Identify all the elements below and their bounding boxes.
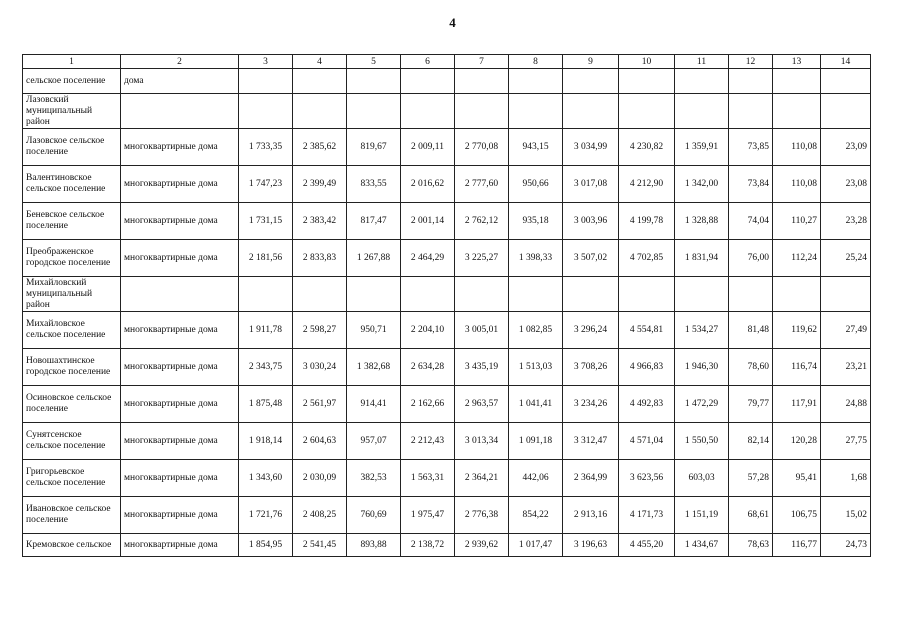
- settlement-name-cell: Валентиновское сельское поселение: [23, 166, 121, 203]
- page-number: 4: [449, 15, 456, 30]
- value-cell: [619, 94, 675, 129]
- value-cell: 1 328,88: [675, 203, 729, 240]
- value-cell: 4 571,04: [619, 423, 675, 460]
- value-cell: [729, 277, 773, 312]
- value-cell: 4 171,73: [619, 497, 675, 534]
- housing-type-cell: многоквартирные дома: [121, 240, 239, 277]
- value-cell: [773, 277, 821, 312]
- value-cell: 2 016,62: [401, 166, 455, 203]
- value-cell: 1 017,47: [509, 534, 563, 557]
- value-cell: [455, 69, 509, 94]
- settlement-name-cell: Михайловское сельское поселение: [23, 312, 121, 349]
- value-cell: 4 702,85: [619, 240, 675, 277]
- value-cell: [347, 94, 401, 129]
- value-cell: 24,88: [821, 386, 871, 423]
- housing-type-cell: [121, 94, 239, 129]
- value-cell: 2 561,97: [293, 386, 347, 423]
- value-cell: 3 196,63: [563, 534, 619, 557]
- value-cell: 1 946,30: [675, 349, 729, 386]
- value-cell: 120,28: [773, 423, 821, 460]
- value-cell: 1 151,19: [675, 497, 729, 534]
- housing-type-cell: многоквартирные дома: [121, 203, 239, 240]
- column-header: 4: [293, 55, 347, 69]
- value-cell: 4 230,82: [619, 129, 675, 166]
- settlement-name-cell: Ивановское сельское поселение: [23, 497, 121, 534]
- value-cell: 854,22: [509, 497, 563, 534]
- value-cell: 27,75: [821, 423, 871, 460]
- settlement-name-cell: Кремовское сельское: [23, 534, 121, 557]
- value-cell: [293, 277, 347, 312]
- value-cell: [729, 94, 773, 129]
- value-cell: 4 966,83: [619, 349, 675, 386]
- value-cell: [821, 277, 871, 312]
- value-cell: 2 762,12: [455, 203, 509, 240]
- value-cell: 79,77: [729, 386, 773, 423]
- value-cell: 23,28: [821, 203, 871, 240]
- value-cell: 1 091,18: [509, 423, 563, 460]
- value-cell: 1 534,27: [675, 312, 729, 349]
- value-cell: 3 017,08: [563, 166, 619, 203]
- value-cell: 1 550,50: [675, 423, 729, 460]
- value-cell: 1 975,47: [401, 497, 455, 534]
- value-cell: [239, 94, 293, 129]
- value-cell: 73,84: [729, 166, 773, 203]
- value-cell: 3 225,27: [455, 240, 509, 277]
- value-cell: 2 939,62: [455, 534, 509, 557]
- table-row: [23, 460, 871, 497]
- value-cell: 106,75: [773, 497, 821, 534]
- value-cell: 3 708,26: [563, 349, 619, 386]
- table-row: [23, 277, 871, 312]
- value-cell: 1,68: [821, 460, 871, 497]
- value-cell: 4 492,83: [619, 386, 675, 423]
- value-cell: 2 833,83: [293, 240, 347, 277]
- value-cell: 3 034,99: [563, 129, 619, 166]
- value-cell: 2 541,45: [293, 534, 347, 557]
- value-cell: 81,48: [729, 312, 773, 349]
- value-cell: 603,03: [675, 460, 729, 497]
- settlement-name-cell: Новошахтинское городское поселение: [23, 349, 121, 386]
- value-cell: [401, 69, 455, 94]
- value-cell: 1 267,88: [347, 240, 401, 277]
- value-cell: 2 364,21: [455, 460, 509, 497]
- value-cell: 3 234,26: [563, 386, 619, 423]
- value-cell: 893,88: [347, 534, 401, 557]
- table-row: [23, 349, 871, 386]
- value-cell: [619, 69, 675, 94]
- housing-type-cell: многоквартирные дома: [121, 497, 239, 534]
- value-cell: [773, 69, 821, 94]
- tariff-table: [22, 54, 871, 557]
- housing-type-cell: дома: [121, 69, 239, 94]
- value-cell: 1 721,76: [239, 497, 293, 534]
- value-cell: 3 507,02: [563, 240, 619, 277]
- value-cell: 1 398,33: [509, 240, 563, 277]
- housing-type-cell: [121, 277, 239, 312]
- table-row: [23, 240, 871, 277]
- value-cell: 3 030,24: [293, 349, 347, 386]
- value-cell: 15,02: [821, 497, 871, 534]
- column-header: 1: [23, 55, 121, 69]
- value-cell: 914,41: [347, 386, 401, 423]
- value-cell: 2 212,43: [401, 423, 455, 460]
- value-cell: 2 408,25: [293, 497, 347, 534]
- value-cell: 1 342,00: [675, 166, 729, 203]
- value-cell: 68,61: [729, 497, 773, 534]
- value-cell: 1 082,85: [509, 312, 563, 349]
- value-cell: 116,74: [773, 349, 821, 386]
- table-body: [23, 69, 871, 557]
- value-cell: 1 918,14: [239, 423, 293, 460]
- column-header: 14: [821, 55, 871, 69]
- value-cell: [455, 277, 509, 312]
- value-cell: 3 013,34: [455, 423, 509, 460]
- value-cell: 110,27: [773, 203, 821, 240]
- value-cell: 2 634,28: [401, 349, 455, 386]
- value-cell: 1 733,35: [239, 129, 293, 166]
- table-row: [23, 312, 871, 349]
- value-cell: 817,47: [347, 203, 401, 240]
- table-row: [23, 534, 871, 557]
- value-cell: 25,24: [821, 240, 871, 277]
- value-cell: 76,00: [729, 240, 773, 277]
- value-cell: 23,08: [821, 166, 871, 203]
- value-cell: 2 162,66: [401, 386, 455, 423]
- value-cell: 1 875,48: [239, 386, 293, 423]
- housing-type-cell: многоквартирные дома: [121, 534, 239, 557]
- column-header: 13: [773, 55, 821, 69]
- value-cell: 3 623,56: [619, 460, 675, 497]
- value-cell: [563, 94, 619, 129]
- value-cell: [729, 69, 773, 94]
- value-cell: 74,04: [729, 203, 773, 240]
- value-cell: 1 747,23: [239, 166, 293, 203]
- value-cell: 1 472,29: [675, 386, 729, 423]
- column-header: 10: [619, 55, 675, 69]
- value-cell: 4 212,90: [619, 166, 675, 203]
- value-cell: 82,14: [729, 423, 773, 460]
- value-cell: 2 181,56: [239, 240, 293, 277]
- value-cell: [821, 94, 871, 129]
- value-cell: 3 296,24: [563, 312, 619, 349]
- column-header: 9: [563, 55, 619, 69]
- settlement-name-cell: Беневское сельское поселение: [23, 203, 121, 240]
- value-cell: [675, 277, 729, 312]
- value-cell: 2 770,08: [455, 129, 509, 166]
- value-cell: 1 041,41: [509, 386, 563, 423]
- value-cell: 57,28: [729, 460, 773, 497]
- housing-type-cell: многоквартирные дома: [121, 166, 239, 203]
- value-cell: 110,08: [773, 166, 821, 203]
- table-row: [23, 386, 871, 423]
- column-header: 2: [121, 55, 239, 69]
- column-header: 12: [729, 55, 773, 69]
- value-cell: 1 434,67: [675, 534, 729, 557]
- value-cell: 935,18: [509, 203, 563, 240]
- value-cell: [455, 94, 509, 129]
- settlement-name-cell: Григорьевское сельское поселение: [23, 460, 121, 497]
- housing-type-cell: многоквартирные дома: [121, 386, 239, 423]
- table-row: [23, 129, 871, 166]
- value-cell: [675, 94, 729, 129]
- value-cell: [821, 69, 871, 94]
- value-cell: [401, 277, 455, 312]
- housing-type-cell: многоквартирные дома: [121, 349, 239, 386]
- value-cell: 1 911,78: [239, 312, 293, 349]
- column-header: 3: [239, 55, 293, 69]
- value-cell: 2 138,72: [401, 534, 455, 557]
- value-cell: 760,69: [347, 497, 401, 534]
- value-cell: [563, 69, 619, 94]
- value-cell: [509, 277, 563, 312]
- value-cell: 819,67: [347, 129, 401, 166]
- value-cell: 1 854,95: [239, 534, 293, 557]
- value-cell: 117,91: [773, 386, 821, 423]
- value-cell: 27,49: [821, 312, 871, 349]
- value-cell: [293, 69, 347, 94]
- value-cell: 2 464,29: [401, 240, 455, 277]
- column-header: 7: [455, 55, 509, 69]
- settlement-name-cell: Сунятсенское сельское поселение: [23, 423, 121, 460]
- value-cell: [347, 69, 401, 94]
- value-cell: 1 831,94: [675, 240, 729, 277]
- value-cell: [239, 69, 293, 94]
- table-row: [23, 69, 871, 94]
- value-cell: 2 001,14: [401, 203, 455, 240]
- value-cell: 950,71: [347, 312, 401, 349]
- column-header: 5: [347, 55, 401, 69]
- value-cell: 112,24: [773, 240, 821, 277]
- value-cell: 3 005,01: [455, 312, 509, 349]
- value-cell: [773, 94, 821, 129]
- value-cell: 2 343,75: [239, 349, 293, 386]
- value-cell: 943,15: [509, 129, 563, 166]
- value-cell: 2 364,99: [563, 460, 619, 497]
- value-cell: 3 003,96: [563, 203, 619, 240]
- value-cell: 2 009,11: [401, 129, 455, 166]
- table-row: [23, 497, 871, 534]
- value-cell: 2 399,49: [293, 166, 347, 203]
- value-cell: 2 204,10: [401, 312, 455, 349]
- value-cell: 1 563,31: [401, 460, 455, 497]
- value-cell: 2 776,38: [455, 497, 509, 534]
- value-cell: 23,09: [821, 129, 871, 166]
- column-header: 6: [401, 55, 455, 69]
- settlement-name-cell: Лазовский муниципальный район: [23, 94, 121, 129]
- value-cell: 78,63: [729, 534, 773, 557]
- value-cell: 110,08: [773, 129, 821, 166]
- value-cell: 4 554,81: [619, 312, 675, 349]
- value-cell: [293, 94, 347, 129]
- table-row: [23, 423, 871, 460]
- value-cell: 950,66: [509, 166, 563, 203]
- settlement-name-cell: сельское поселение: [23, 69, 121, 94]
- value-cell: 2 913,16: [563, 497, 619, 534]
- value-cell: 95,41: [773, 460, 821, 497]
- table-row: [23, 203, 871, 240]
- value-cell: 2 030,09: [293, 460, 347, 497]
- value-cell: 833,55: [347, 166, 401, 203]
- value-cell: 23,21: [821, 349, 871, 386]
- value-cell: 73,85: [729, 129, 773, 166]
- value-cell: [509, 69, 563, 94]
- value-cell: [563, 277, 619, 312]
- value-cell: 2 598,27: [293, 312, 347, 349]
- value-cell: 2 604,63: [293, 423, 347, 460]
- settlement-name-cell: Преображенское городское поселение: [23, 240, 121, 277]
- value-cell: [401, 94, 455, 129]
- value-cell: 78,60: [729, 349, 773, 386]
- value-cell: 3 435,19: [455, 349, 509, 386]
- value-cell: 4 199,78: [619, 203, 675, 240]
- value-cell: 119,62: [773, 312, 821, 349]
- value-cell: 24,73: [821, 534, 871, 557]
- table-row: [23, 94, 871, 129]
- header-row: [23, 55, 871, 69]
- value-cell: 1 731,15: [239, 203, 293, 240]
- column-header: 11: [675, 55, 729, 69]
- value-cell: [239, 277, 293, 312]
- value-cell: 1 359,91: [675, 129, 729, 166]
- settlement-name-cell: Осиновское сельское поселение: [23, 386, 121, 423]
- value-cell: 1 513,03: [509, 349, 563, 386]
- value-cell: 2 963,57: [455, 386, 509, 423]
- table-row: [23, 166, 871, 203]
- value-cell: 957,07: [347, 423, 401, 460]
- value-cell: 1 343,60: [239, 460, 293, 497]
- value-cell: 3 312,47: [563, 423, 619, 460]
- housing-type-cell: многоквартирные дома: [121, 129, 239, 166]
- value-cell: 4 455,20: [619, 534, 675, 557]
- column-header: 8: [509, 55, 563, 69]
- settlement-name-cell: Лазовское сельское поселение: [23, 129, 121, 166]
- value-cell: [509, 94, 563, 129]
- housing-type-cell: многоквартирные дома: [121, 460, 239, 497]
- housing-type-cell: многоквартирные дома: [121, 423, 239, 460]
- value-cell: 1 382,68: [347, 349, 401, 386]
- value-cell: 2 383,42: [293, 203, 347, 240]
- value-cell: 2 385,62: [293, 129, 347, 166]
- value-cell: [347, 277, 401, 312]
- housing-type-cell: многоквартирные дома: [121, 312, 239, 349]
- value-cell: [675, 69, 729, 94]
- value-cell: 382,53: [347, 460, 401, 497]
- value-cell: 116,77: [773, 534, 821, 557]
- value-cell: 442,06: [509, 460, 563, 497]
- value-cell: 2 777,60: [455, 166, 509, 203]
- value-cell: [619, 277, 675, 312]
- settlement-name-cell: Михайловский муниципальный район: [23, 277, 121, 312]
